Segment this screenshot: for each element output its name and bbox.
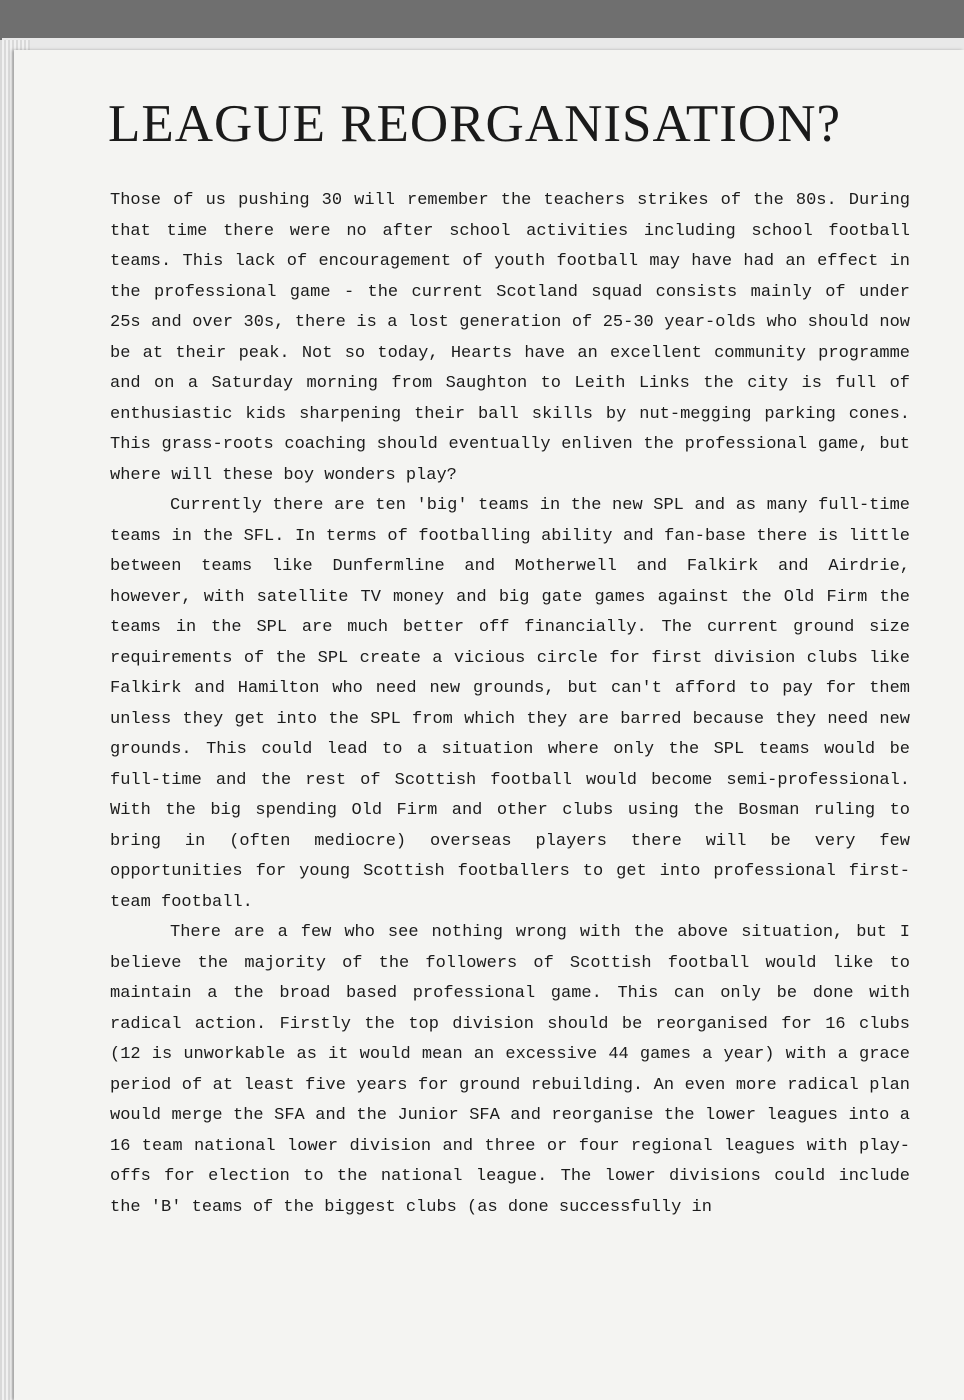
paragraph-2: Currently there are ten 'big' teams in the new SPL and as many full-time teams in the SFL. In terms of footballing ability and fan-base there is little between teams like Dunfermline and Motherwell and Falkirk and Airdrie, however, with satellite TV money and big gate games against the Old Firm the teams in the SPL are much better off financially. The current ground size requirements of the SPL create a vicious circle for first division clubs like Falkirk and Hamilton who need new grounds, but can't afford to pay for them unless they get into the SPL from which they are barred because they need new grounds. This could lead to a situation where only the SPL teams would be full-time and the rest of Scottish football would become semi-professional. With the big spending Old Firm and other clubs using the Bosman ruling to bring in (often mediocre) overseas players there will be very few opportunities for young Scottish footballers to get into professional first-team football. [110,496,910,912]
paragraph-1: Those of us pushing 30 will remember the teachers strikes of the 80s. During that time there were no after school activities including school football teams. This lack of encouragement of youth football may have had an effect in the professional game - the current Scotland squad consists mainly of under 25s and over 30s, there is a lost generation of 25-30 year-olds who should now be at their peak. Not so today, Hearts have an excellent community programme and on a Saturday morning from Saughton to Leith Links the city is full of enthusiastic kids sharpening their ball skills by nut-megging parking cones. This grass-roots coaching should eventually enliven the professional game, but where will these boy wonders play? [110,191,910,485]
article-title: LEAGUE REORGANISATION? [108,95,841,153]
paragraph-3: There are a few who see nothing wrong with the above situation, but I believe the majority of the followers of Scottish football would like to maintain a the broad based professional game. This can only be done with radical action. Firstly the top division should be reorganised for 16 clubs (12 is unworkable as it would mean an excessive 44 games a year) with a grace period of at least five years for ground rebuilding. An even more radical plan would merge the SFA and the Junior SFA and reorganise the lower leagues into a 16 team national lower division and three or four regional leagues with play-offs for election to the national league. The lower divisions could include the 'B' teams of the biggest clubs (as done successfully in [110,923,910,1217]
article-body [110,186,910,1223]
